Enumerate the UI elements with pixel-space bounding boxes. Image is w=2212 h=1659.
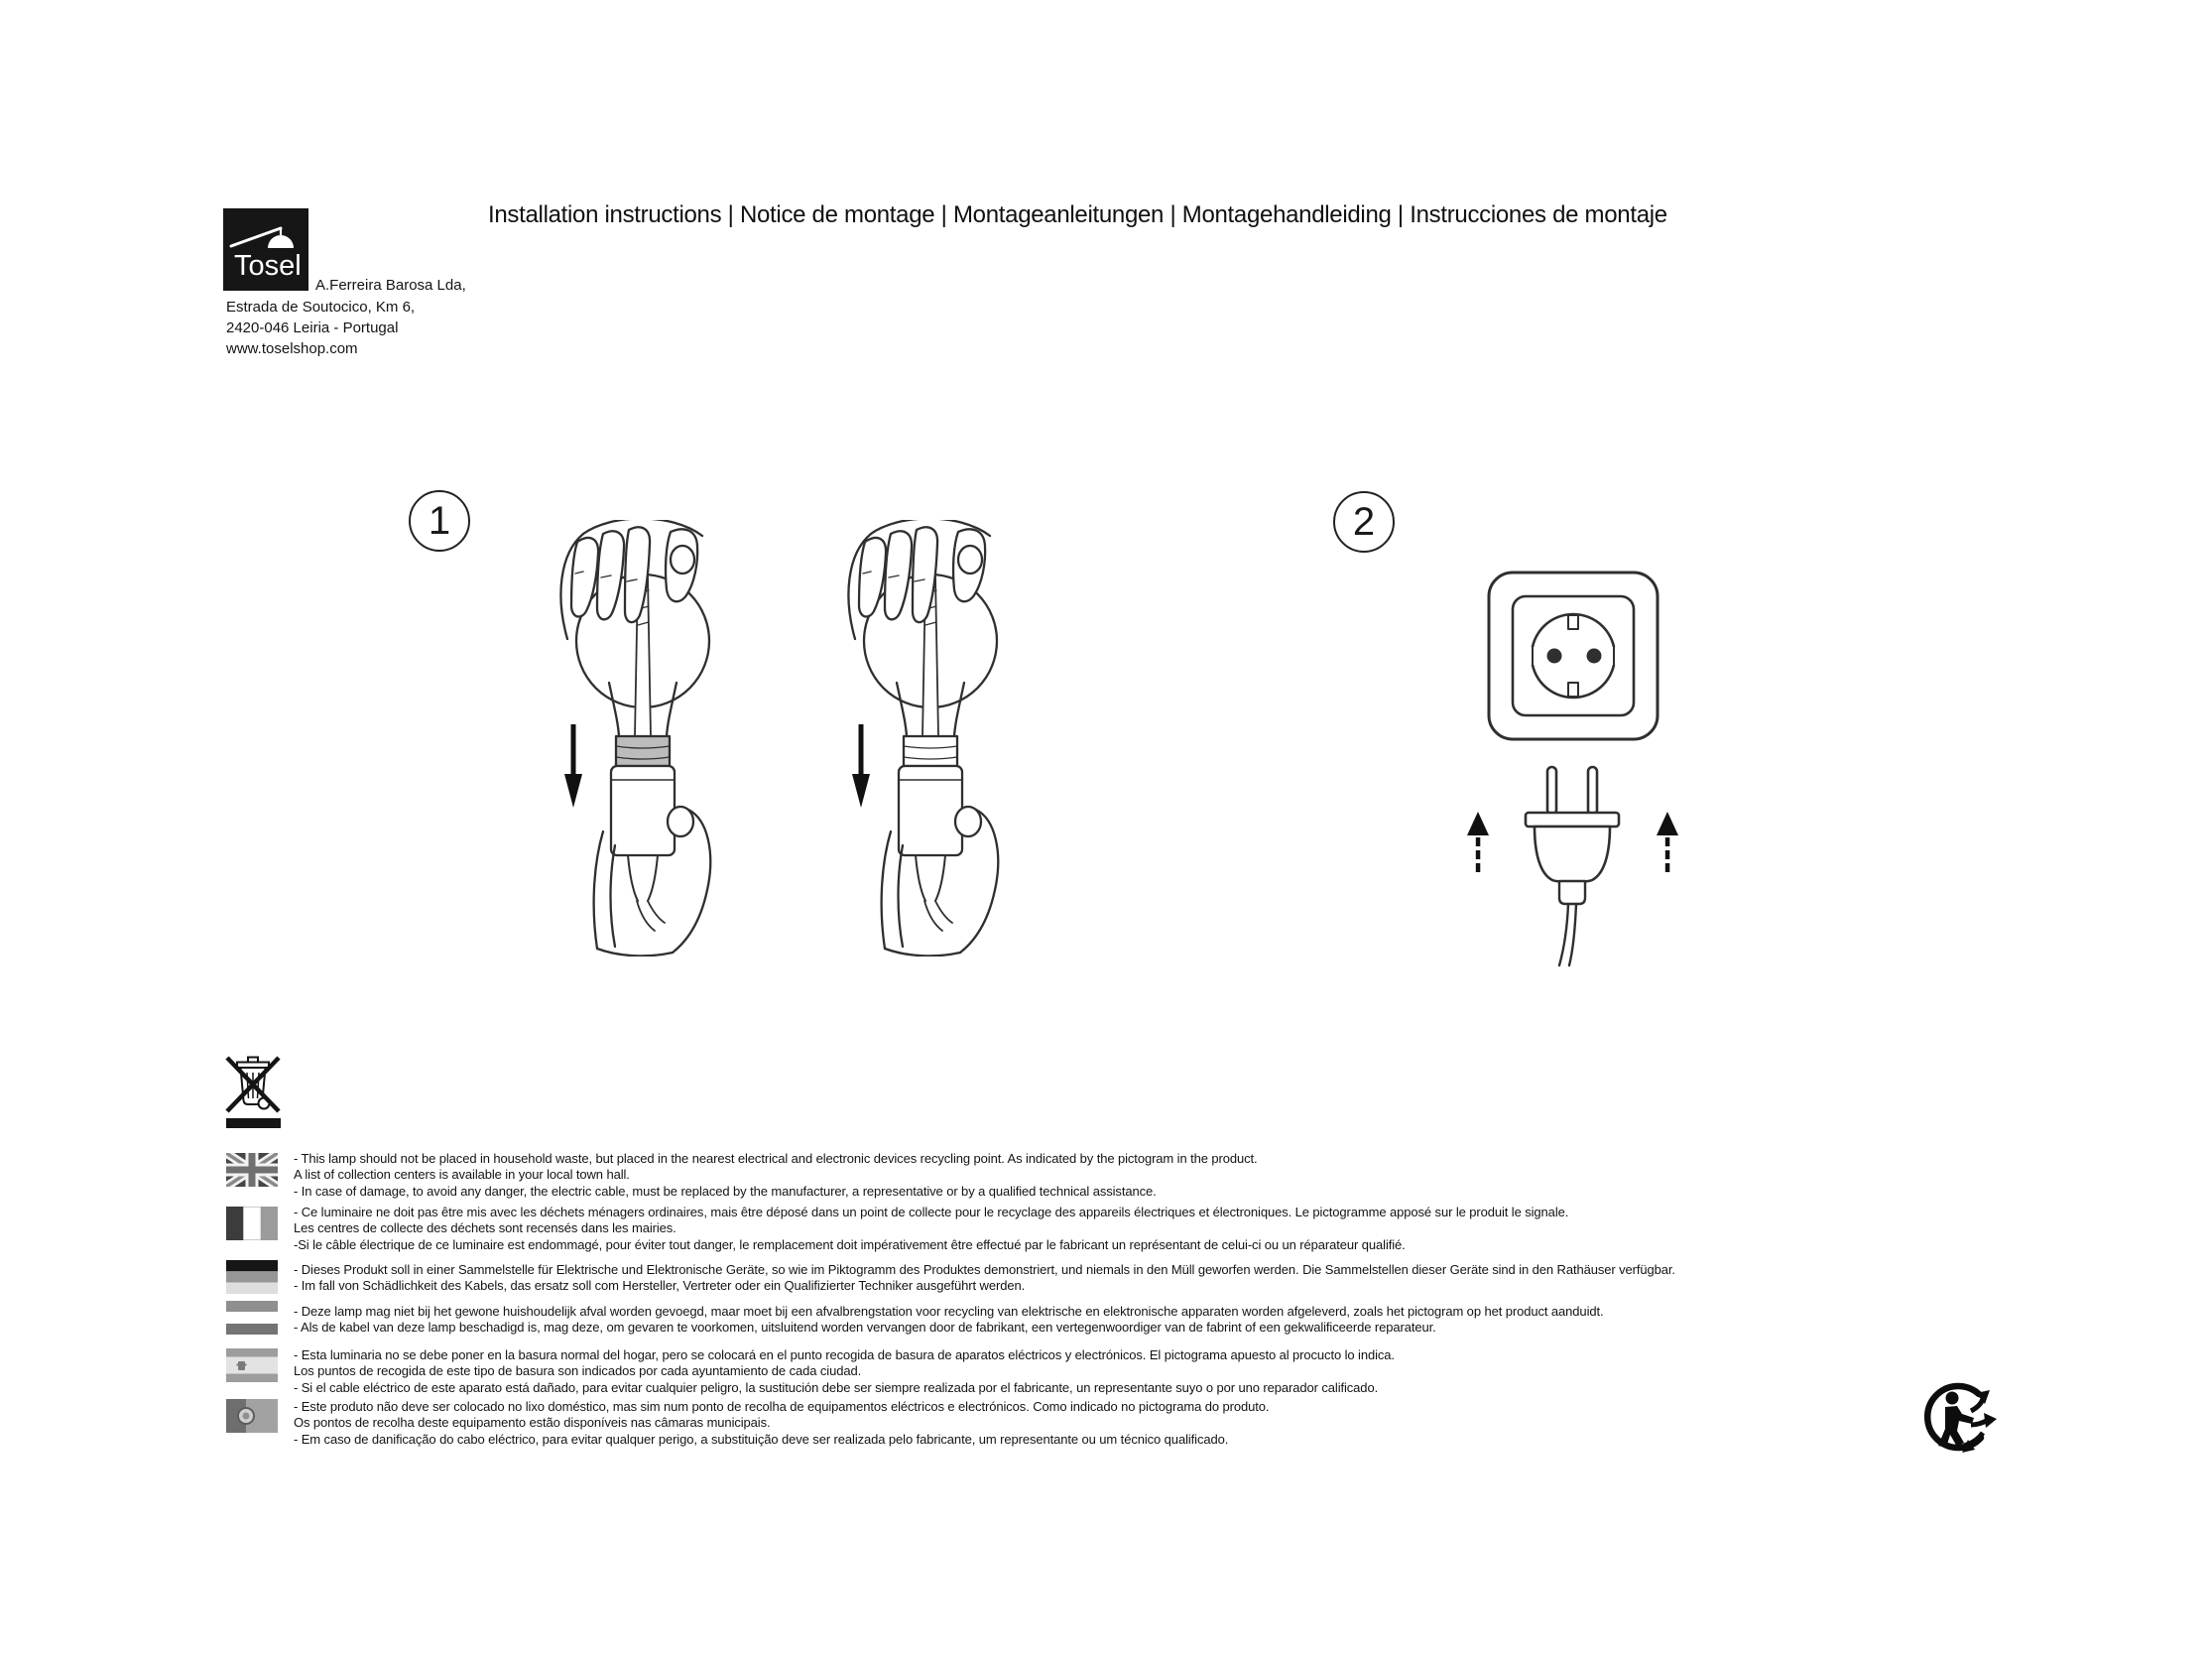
text-line: Les centres de collecte des déchets sont recensés dans les mairies. bbox=[294, 1220, 676, 1236]
logo-text: Tosel bbox=[234, 250, 302, 282]
text-line: - Este produto não deve ser colocado no lixo doméstico, mas sim num ponto de recolha de equipamentos eléctricos e electrónicos. Como indicado no pictograma do produto. bbox=[294, 1399, 1270, 1414]
text-line: - Ce luminaire ne doit pas être mis avec les déchets ménagers ordinaires, mais être déposé dans un point de collecte pour le recyclage des appareils électriques et électroniques. Le pictogramme apposé sur le produit le signale. bbox=[294, 1205, 1569, 1219]
page-title: Installation instructions | Notice de montage | Montageanleitungen | Montagehandleiding | Instrucciones de montaje bbox=[488, 201, 1667, 228]
text-line: - Im fall von Schädlichkeit des Kabels, das ersatz soll com Hersteller, Vertreter oder ein Qualifizierter Techniker ausgeführt werden. bbox=[294, 1278, 1026, 1294]
flag-uk-icon bbox=[226, 1153, 278, 1187]
lang-text-german bbox=[294, 1262, 1675, 1295]
lang-text-dutch bbox=[294, 1304, 1604, 1337]
flag-france-icon bbox=[226, 1207, 278, 1240]
text-line: A list of collection centers is available in your local town hall. bbox=[294, 1167, 630, 1183]
text-line: - This lamp should not be placed in household waste, but placed in the nearest electrical and electronic devices recycling point. As indicated by the pictogram in the product. bbox=[294, 1151, 1258, 1166]
triman-recycling-icon bbox=[1921, 1381, 1997, 1455]
step-1-badge bbox=[409, 490, 470, 552]
bulb-screwing-figure-2 bbox=[841, 520, 1025, 957]
socket-and-plug-figure bbox=[1448, 571, 1686, 967]
flag-netherlands-icon bbox=[226, 1301, 278, 1335]
weee-crossed-bin-icon bbox=[224, 1055, 284, 1130]
text-line: Os pontos de recolha deste equipamento estão disponíveis nas câmaras municipais. bbox=[294, 1415, 771, 1431]
address-line-2: 2420-046 Leiria - Portugal bbox=[226, 319, 399, 336]
address-line-1: Estrada de Soutocico, Km 6, bbox=[226, 299, 416, 316]
text-line: - Em caso de danificação do cabo eléctrico, para evitar qualquer perigo, a substituição deve ser realizada pelo fabricante, um representante ou um técnico qualificado. bbox=[294, 1431, 1229, 1447]
text-line: - Esta luminaria no se debe poner en la basura normal del hogar, pero se colocará en el punto recogida de basura de aparatos eléctricos y electrónicos. El pictograma apuesto al procucto lo indica. bbox=[294, 1347, 1395, 1362]
text-line: - Si el cable eléctrico de este aparato está dañado, para evitar cualquier peligro, la sustitución debe ser siempre realizada por el fabricante, un representante suyo o por uno reparador calificado. bbox=[294, 1379, 1379, 1395]
text-line: - Dieses Produkt soll in einer Sammelstelle für Elektrische und Elektronische Geräte, so wie im Piktogramm des Produktes demonstriert, und niemals in den Müll geworfen werden. Die Sammelstellen dieser Geräte sind in den Rathäuser verfügbar. bbox=[294, 1262, 1675, 1277]
text-line: Los puntos de recogida de este tipo de basura son indicados por cada ayuntamiento de cada ciudad. bbox=[294, 1363, 862, 1379]
flag-spain-icon bbox=[226, 1348, 278, 1382]
step-2-number: 2 bbox=[1352, 499, 1376, 544]
step-1-number: 1 bbox=[428, 498, 451, 543]
text-line: - Als de kabel van deze lamp beschadigd is, mag deze, om gevaren te voorkomen, uitsluitend worden vervangen door de fabrikant, een vertegenwoordiger van de fabrint of een gekwalificeerde reparateur. bbox=[294, 1320, 1436, 1336]
text-line: - Deze lamp mag niet bij het gewone huishoudelijk afval worden gevoegd, maar moet bij een afvalbrengstation voor recycling van elektrische en elektronische apparaten worden afgeleverd, zoals het pictogram op het product aanduidt. bbox=[294, 1304, 1604, 1319]
flag-portugal-icon bbox=[226, 1399, 278, 1433]
lang-text-portuguese bbox=[294, 1399, 1269, 1448]
text-line: - In case of damage, to avoid any danger, the electric cable, must be replaced by the manufacturer, a representative or by a qualified technical assistance. bbox=[294, 1183, 1157, 1199]
website-url: www.toselshop.com bbox=[226, 340, 358, 357]
lang-text-spanish bbox=[294, 1347, 1395, 1396]
company-name: A.Ferreira Barosa Lda, bbox=[315, 277, 466, 294]
tosel-logo bbox=[223, 208, 308, 291]
lang-text-english bbox=[294, 1151, 1258, 1200]
text-line: -Si le câble électrique de ce luminaire est endommagé, pour éviter tout danger, le remplacement doit impérativement être effectué par le fabricant un représentant de celui-ci ou un réparateur qualifié. bbox=[294, 1236, 1406, 1252]
flag-germany-icon bbox=[226, 1260, 278, 1294]
lang-text-french bbox=[294, 1205, 1568, 1253]
step-2-badge bbox=[1333, 491, 1395, 553]
bulb-screwing-figure-1 bbox=[553, 520, 737, 957]
